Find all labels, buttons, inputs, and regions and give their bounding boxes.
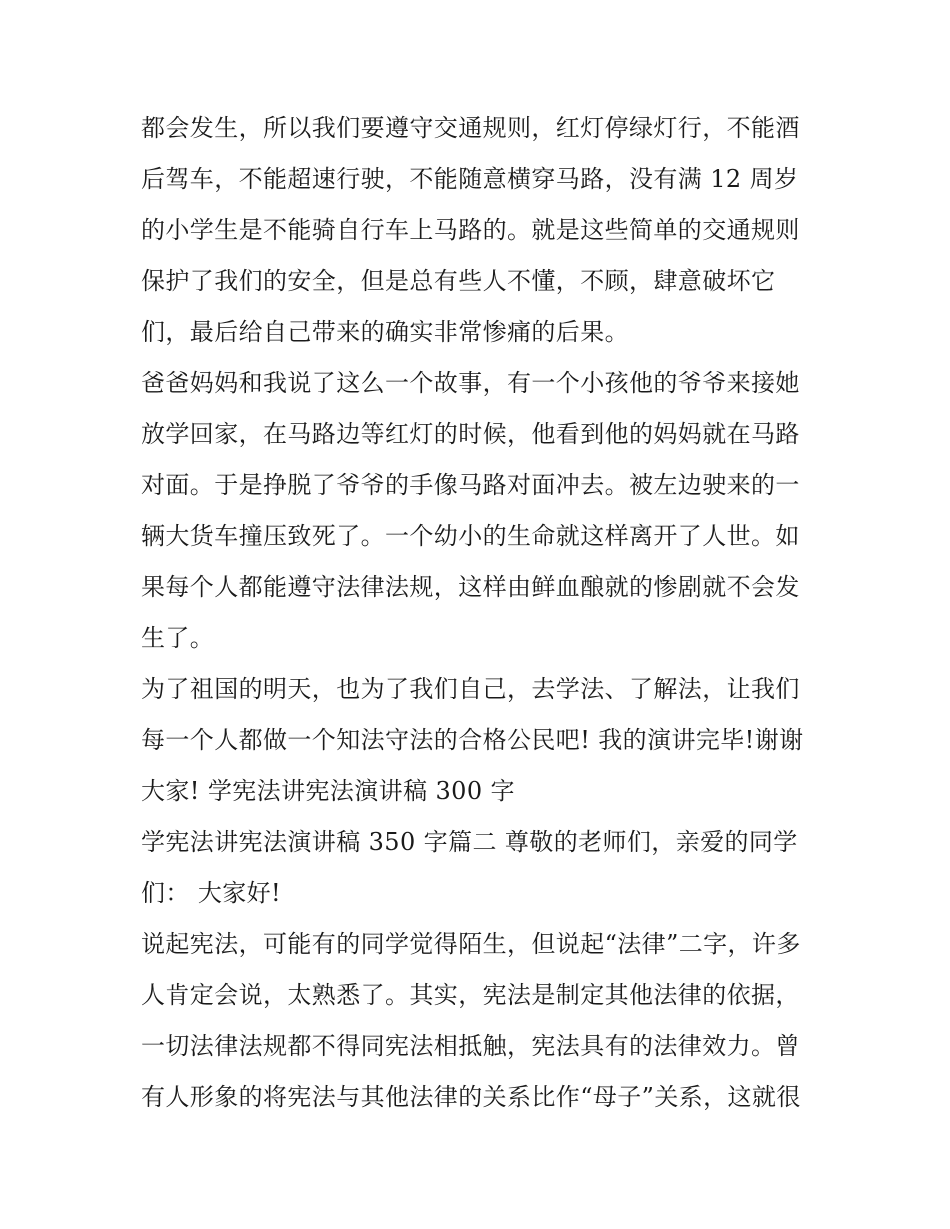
text-line: 生了。 bbox=[141, 624, 215, 652]
text-line: 们： 大家好! bbox=[141, 879, 282, 907]
text-line: 们，最后给自己带来的确实非常惨痛的后果。 bbox=[141, 318, 629, 346]
text-line: 有人形象的将宪法与其他法律的关系比作“母子”关系，这就很 bbox=[141, 1083, 801, 1111]
text-line: 说起宪法，可能有的同学觉得陌生，但说起“法律”二字，许多 bbox=[141, 930, 801, 958]
text-line: 人肯定会说，太熟悉了。其实，宪法是制定其他法律的依据， bbox=[141, 981, 800, 1009]
text-line: 后驾车，不能超速行驶，不能随意横穿马路，没有满 12 周岁 bbox=[141, 165, 799, 193]
text-line: 辆大货车撞压致死了。一个幼小的生命就这样离开了人世。如 bbox=[141, 522, 800, 550]
text-line: 为了祖国的明天，也为了我们自己，去学法、了解法，让我们 bbox=[141, 675, 800, 703]
text-line: 都会发生，所以我们要遵守交通规则，红灯停绿灯行，不能酒 bbox=[141, 114, 800, 142]
text-line: 一切法律法规都不得同宪法相抵触，宪法具有的法律效力。曾 bbox=[141, 1032, 800, 1060]
text-line: 放学回家，在马路边等红灯的时候，他看到他的妈妈就在马路 bbox=[141, 420, 800, 448]
text-line: 的小学生是不能骑自行车上马路的。就是这些简单的交通规则 bbox=[141, 216, 800, 244]
text-line: 大家! 学宪法讲宪法演讲稿 300 字 bbox=[141, 777, 515, 805]
text-line: 爸爸妈妈和我说了这么一个故事，有一个小孩他的爷爷来接她 bbox=[141, 369, 800, 397]
text-line: 学宪法讲宪法演讲稿 350 字篇二 尊敬的老师们，亲爱的同学 bbox=[141, 828, 798, 856]
text-line: 保护了我们的安全，但是总有些人不懂，不顾，肆意破坏它 bbox=[141, 267, 776, 295]
text-line: 果每个人都能遵守法律法规，这样由鲜血酿就的惨剧就不会发 bbox=[141, 573, 800, 601]
text-line: 每一个人都做一个知法守法的合格公民吧! 我的演讲完毕!谢谢 bbox=[141, 726, 804, 754]
text-line: 对面。于是挣脱了爷爷的手像马路对面冲去。被左边驶来的一 bbox=[141, 471, 800, 499]
